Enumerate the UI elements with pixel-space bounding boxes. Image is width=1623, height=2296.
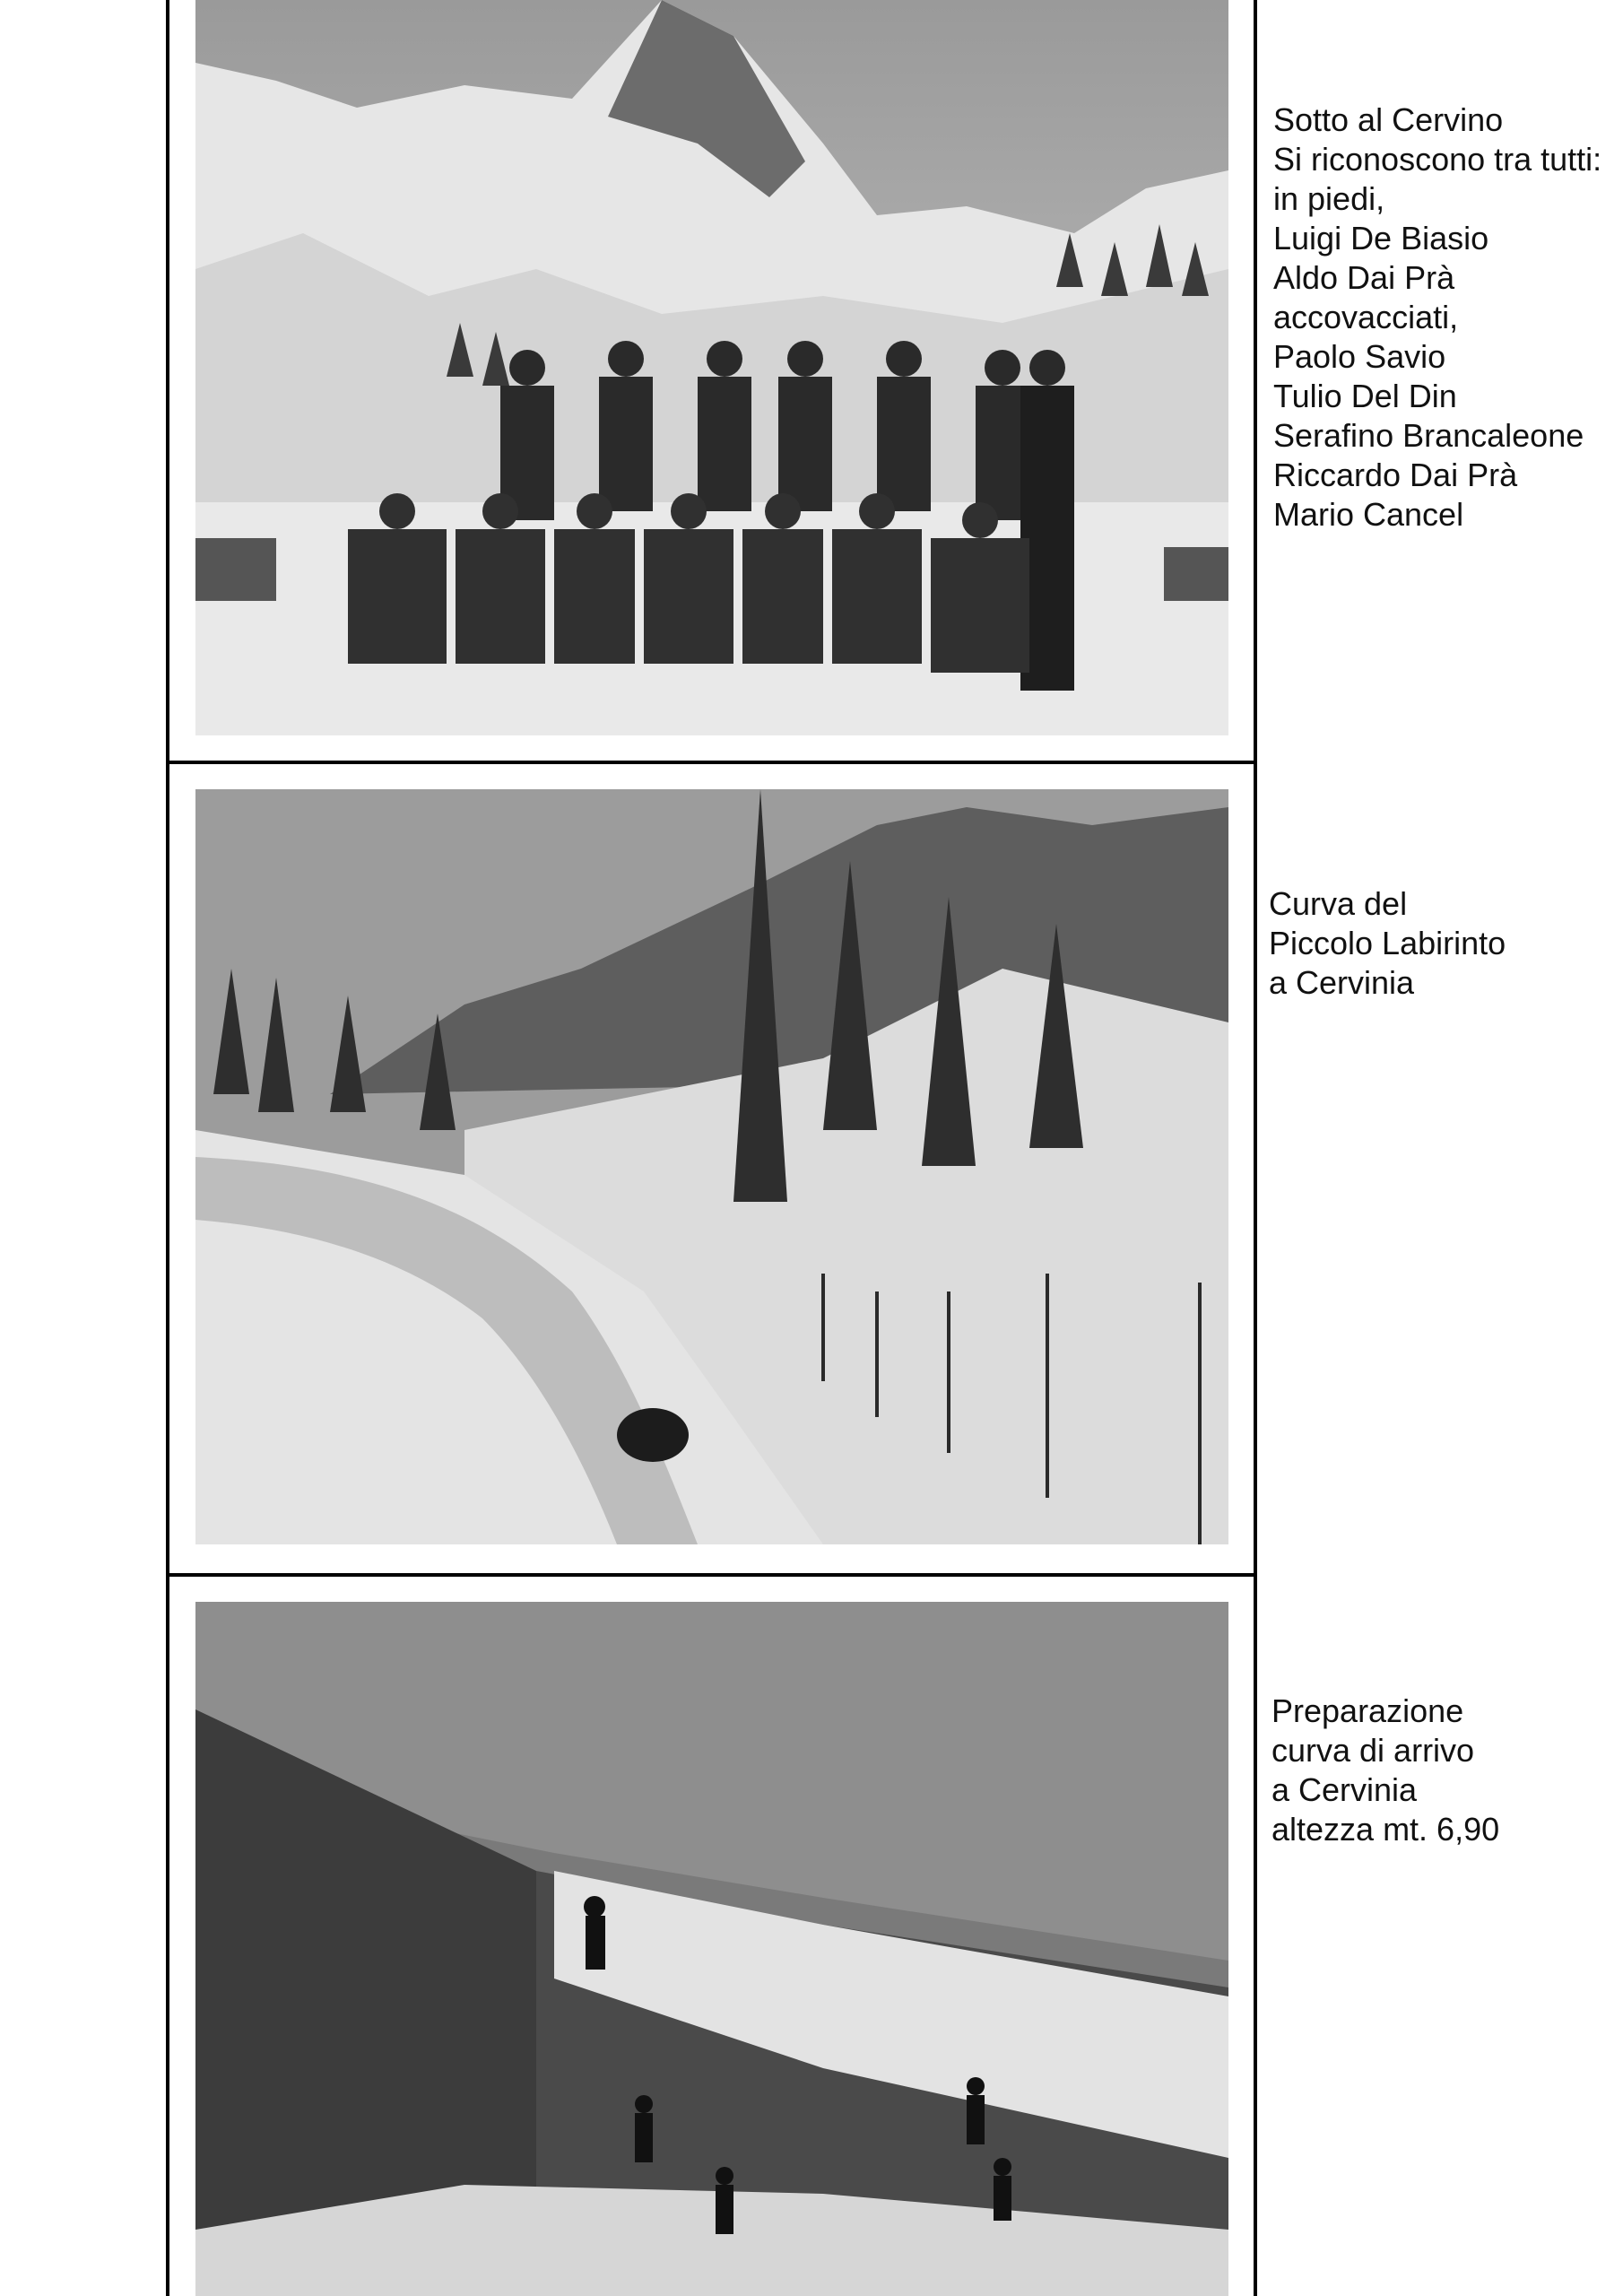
caption-line: Curva del <box>1269 885 1408 922</box>
caption-line: Serafino Brancaleone <box>1273 417 1584 454</box>
group-photo-matterhorn <box>195 0 1228 735</box>
caption-line: Luigi De Biasio <box>1273 220 1489 257</box>
caption-line: Tulio Del Din <box>1273 378 1457 414</box>
caption-curve <box>1269 884 1619 1003</box>
section-divider-1 <box>166 761 1257 764</box>
caption-finish-curve <box>1271 1692 1621 1849</box>
caption-line: Preparazione <box>1271 1692 1464 1729</box>
caption-line: altezza mt. 6,90 <box>1271 1811 1500 1848</box>
finish-curve-construction <box>195 1602 1228 2296</box>
caption-group-photo <box>1273 100 1623 535</box>
caption-line: accovacciati, <box>1273 299 1459 335</box>
caption-line: in piedi, <box>1273 180 1385 217</box>
section-divider-2 <box>166 1573 1257 1577</box>
caption-line: Riccardo Dai Prà <box>1273 457 1518 493</box>
caption-line: Aldo Dai Prà <box>1273 259 1455 296</box>
caption-line: Paolo Savio <box>1273 338 1446 375</box>
caption-line: Sotto al Cervino <box>1273 101 1504 138</box>
caption-line: a Cervinia <box>1271 1771 1418 1808</box>
frame-left-border <box>166 0 169 2296</box>
bobsled-track-curve <box>195 789 1228 1544</box>
caption-line: Si riconoscono tra tutti: <box>1273 141 1602 178</box>
caption-line: a Cervinia <box>1269 964 1415 1001</box>
frame-right-border <box>1254 0 1257 2296</box>
caption-line: curva di arrivo <box>1271 1732 1475 1769</box>
caption-line: Mario Cancel <box>1273 496 1464 533</box>
caption-line: Piccolo Labirinto <box>1269 925 1506 961</box>
